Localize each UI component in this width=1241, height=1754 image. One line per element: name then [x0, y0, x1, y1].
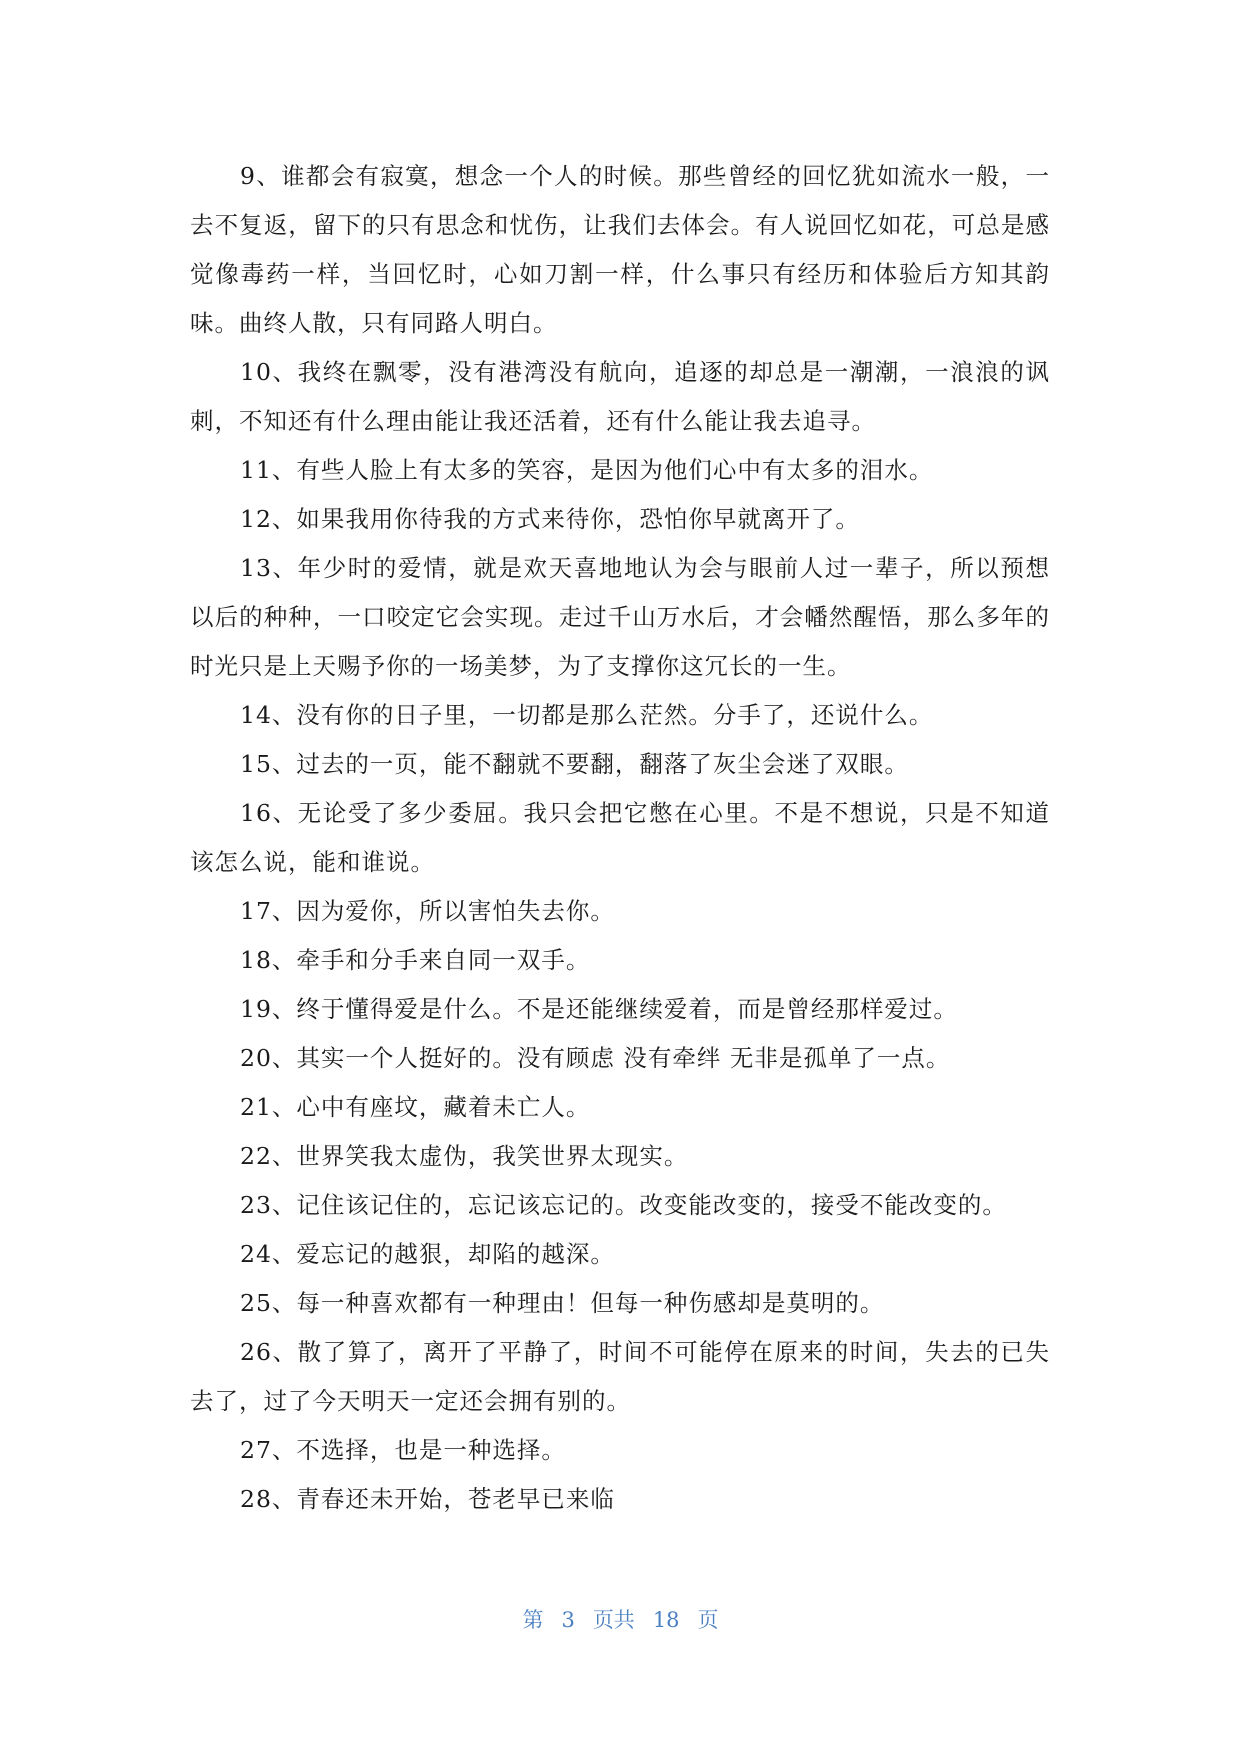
- paragraph-22: 22、世界笑我太虚伪，我笑世界太现实。: [240, 1142, 689, 1170]
- paragraph-25: 25、每一种喜欢都有一种理由！但每一种伤感却是莫明的。: [240, 1289, 885, 1317]
- paragraph-13: 13、年少时的爱情，就是欢天喜地地认为会与眼前人过一辈子，所以预想以后的种种，一口咬定它会实现。走过千山万水后，才会幡然醒悟，那么多年的时光只是上天赐予你的一场美梦，为了支撑你这冗长的一生。: [190, 554, 1050, 680]
- paragraph-11: 11、有些人脸上有太多的笑容，是因为他们心中有太多的泪水。: [240, 456, 934, 484]
- paragraph-24: 24、爱忘记的越狠，却陷的越深。: [240, 1240, 615, 1268]
- paragraph-9: 9、谁都会有寂寞，想念一个人的时候。那些曾经的回忆犹如流水一般，一去不复返，留下的只有思念和忧伤，让我们去体会。有人说回忆如花，可总是感觉像毒药一样，当回忆时，心如刀割一样，什么事只有经历和体验后方知其韵味。曲终人散，只有同路人明白。: [190, 162, 1050, 337]
- paragraph-17: 17、因为爱你，所以害怕失去你。: [240, 897, 615, 925]
- paragraph-10: 10、我终在飘零，没有港湾没有航向，追逐的却总是一潮潮，一浪浪的讽刺，不知还有什么理由能让我还活着，还有什么能让我去追寻。: [190, 358, 1050, 435]
- paragraph-28: 28、青春还未开始，苍老早已来临: [240, 1485, 615, 1513]
- total-page-count: 18: [652, 1608, 680, 1632]
- paragraph-12: 12、如果我用你待我的方式来待你，恐怕你早就离开了。: [240, 505, 860, 533]
- footer-suffix: 页: [697, 1608, 719, 1632]
- footer-prefix: 第: [522, 1608, 544, 1632]
- footer-middle: 页共: [592, 1608, 635, 1632]
- paragraph-23: 23、记住该记住的，忘记该忘记的。改变能改变的，接受不能改变的。: [240, 1191, 1007, 1219]
- current-page-number: 3: [561, 1608, 575, 1632]
- paragraph-20: 20、其实一个人挺好的。没有顾虑 没有牵绊 无非是孤单了一点。: [240, 1044, 951, 1072]
- paragraph-26: 26、散了算了，离开了平静了，时间不可能停在原来的时间，失去的已失去了，过了今天明天一定还会拥有别的。: [190, 1338, 1050, 1415]
- paragraph-19: 19、终于懂得爱是什么。不是还能继续爱着，而是曾经那样爱过。: [240, 995, 958, 1023]
- page-number-footer: [0, 1604, 1241, 1634]
- paragraph-21: 21、心中有座坟，藏着未亡人。: [240, 1093, 591, 1121]
- paragraph-16: 16、无论受了多少委屈。我只会把它憋在心里。不是不想说，只是不知道该怎么说，能和谁说。: [190, 799, 1050, 876]
- paragraph-27: 27、不选择，也是一种选择。: [240, 1436, 566, 1464]
- paragraph-18: 18、牵手和分手来自同一双手。: [240, 946, 591, 974]
- paragraph-15: 15、过去的一页，能不翻就不要翻，翻落了灰尘会迷了双眼。: [240, 750, 909, 778]
- paragraph-14: 14、没有你的日子里，一切都是那么茫然。分手了，还说什么。: [240, 701, 934, 729]
- document-body: [190, 152, 1050, 1524]
